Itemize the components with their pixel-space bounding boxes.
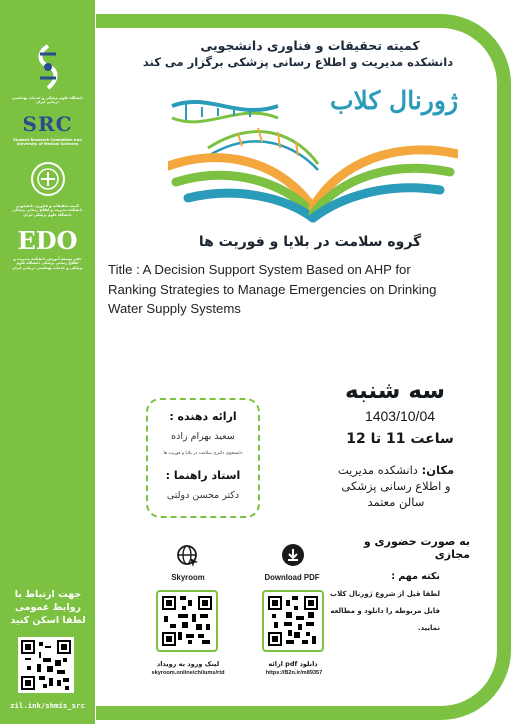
journal-club-title: ژورنال کلاب (330, 86, 459, 115)
note-body (330, 586, 440, 637)
skyroom-label[interactable]: Skyroom (171, 573, 205, 582)
qr-code-icon (268, 596, 318, 646)
src-caption: Student Research Committee Iran University of Medical Sciences (13, 138, 82, 147)
organizer-subline: دانشکده مدیریت و اطلاع رسانی پزشکی برگزار می کند (142, 55, 454, 69)
contact-qr-code[interactable] (18, 637, 74, 693)
event-day: سه شنبه (345, 378, 445, 404)
university-emblem-icon (30, 44, 66, 90)
download-icon[interactable] (281, 543, 305, 567)
university-logo (10, 44, 85, 105)
university-caption: دانشگاه علوم پزشکی و خدمات بهداشتی درمانی ایران (11, 96, 84, 105)
edo-logo (10, 226, 85, 270)
presenter-label: ارائه دهنده : (169, 410, 237, 423)
event-format: به صورت حضوری و مجازی (363, 535, 470, 561)
skyroom-qr-code[interactable] (156, 590, 218, 652)
download-pdf-label[interactable]: Download PDF (264, 573, 320, 582)
committee-logo (10, 160, 85, 217)
skyroom-url[interactable]: skyroom.online/ch/iums/rtd (151, 670, 225, 676)
venue (320, 462, 472, 510)
edo-caption: دفتر توسعه آموزش دانشکده مدیریت و اطلاع رسانی پزشکی دانشگاه علوم پزشکی و خدمات بهداشتی درمانی ایران (12, 257, 83, 270)
contact-line: جهت ارتباط با (14, 589, 82, 600)
globe-cursor-icon[interactable] (176, 544, 200, 568)
supervisor-name: دکتر محسن دولتی (166, 490, 240, 501)
edo-mark: EDO (17, 226, 78, 255)
src-logo (10, 112, 85, 147)
skyroom-caption: لینک ورود به رویداد (156, 660, 220, 668)
contact-line: روابط عمومی (15, 602, 81, 613)
group-name: گروه سلامت در بلایا و فوریت ها (198, 234, 422, 250)
sidebar (0, 0, 95, 724)
qr-code-icon (21, 640, 71, 690)
venue-line: سالن معتمد (367, 495, 425, 509)
supervisor-label: استاد راهنما : (165, 469, 241, 482)
venue-line: دانشکده مدیریت (337, 463, 418, 477)
contact-line: لطفا اسکن کنید (10, 615, 86, 626)
committee-emblem-icon (29, 160, 67, 198)
src-mark: SRC (22, 112, 73, 136)
note-title: نکته مهم : (391, 571, 440, 582)
venue-line: و اطلاع رسانی پزشکی (341, 479, 451, 493)
note-line: لطفا قبل از شروع ژورنال کلاب (330, 590, 440, 598)
event-date: 1403/10/04 (364, 408, 436, 424)
presenter-name: سعید بهرام زاده (171, 431, 235, 442)
paper-title: Title : A Decision Support System Based on AHP for Ranking Strategies to Manage Emergencies on Drinking Water Supply Systems (108, 262, 437, 316)
contact-url[interactable]: zil.ink/shmis_src (10, 701, 85, 710)
presenter-subtitle: دانشجوی دکتری سلامت در بلایا و فوریت ها (163, 451, 243, 456)
organizer-line: کمیته تحقیقات و فناوری دانشجویی (200, 38, 420, 53)
venue-label: مکان: (421, 463, 455, 477)
note-line: نمایید. (417, 624, 440, 632)
contact-text (8, 588, 88, 627)
download-qr-code[interactable] (262, 590, 324, 652)
committee-caption: کمیته تحقیقات و فناوری دانشجویی دانشکده مدیریت و اطلاع رسانی پزشکی دانشگاه علوم پزشکی ایران (12, 204, 83, 217)
event-time: ساعت 11 تا 12 (346, 431, 454, 447)
open-book-dna-icon (168, 96, 458, 224)
note-line: فایل مربوطه را دانلود و مطالعه (330, 607, 440, 615)
qr-code-icon (162, 596, 212, 646)
download-caption: دانلود pdf ارائه (268, 660, 318, 668)
download-url[interactable]: https://B2n.ir/m89357 (265, 670, 323, 676)
